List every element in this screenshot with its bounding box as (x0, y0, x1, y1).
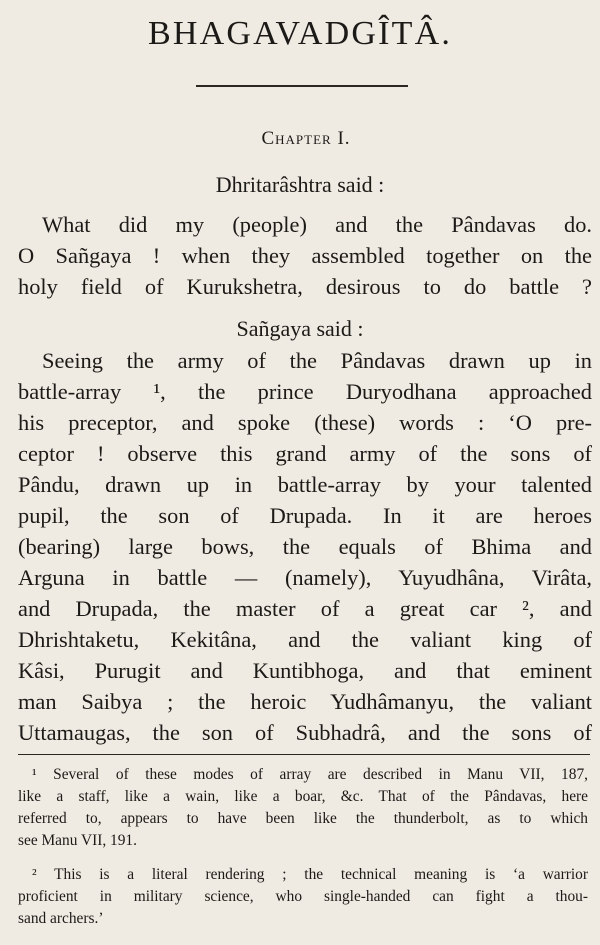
text-line: holy field of Kurukshetra, desirous to do battle ? (18, 274, 592, 299)
speaker-heading-dhritarashtra: Dhritarâshtra said : (215, 172, 385, 197)
text-line: his preceptor, and spoke (these) words : ‘O pre- (18, 410, 592, 435)
footnote-line: sand archers.’ (18, 910, 104, 927)
text-line: O Sañgaya ! when they assembled together on the (18, 243, 592, 268)
text-line: Seeing the army of the Pândavas drawn up in (42, 348, 592, 373)
footnote-line: see Manu VII, 191. (18, 832, 137, 849)
chapter-heading: Chapter I. (261, 128, 351, 149)
text-line: pupil, the son of Drupada. In it are heroes (18, 503, 592, 528)
text-line: (bearing) large bows, the equals of Bhima and (18, 534, 592, 559)
footnote-line: ² This is a literal rendering ; the technical meaning is ‘a warrior (32, 866, 588, 883)
footnote-line: like a staff, like a wain, like a boar, &c. That of the Pândavas, here (18, 788, 588, 805)
speaker-heading-sangaya: Sañgaya said : (236, 316, 364, 341)
footnote-divider (18, 754, 590, 755)
page-title: BHAGAVADGÎTÂ. (147, 15, 453, 52)
text-line: Pându, drawn up in battle-array by your talented (18, 472, 592, 497)
text-line: Uttamaugas, the son of Subhadrâ, and the sons of (18, 720, 592, 745)
text-line: and Drupada, the master of a great car ², and (18, 596, 592, 621)
footnote-line: ¹ Several of these modes of array are described in Manu VII, 187, (32, 766, 588, 783)
text-line: Arguna in battle — (namely), Yuyudhâna, Virâta, (18, 565, 592, 590)
footnote-line: referred to, appears to have been like the thunderbolt, as to which (18, 810, 588, 827)
text-line: man Saibya ; the heroic Yudhâmanyu, the valiant (18, 689, 592, 714)
footnote-line: proficient in military science, who single-handed can fight a thou- (18, 888, 588, 905)
text-line: battle-array ¹, the prince Duryodhana approached (18, 379, 592, 404)
text-line: What did my (people) and the Pândavas do. (42, 212, 592, 237)
text-line: Dhrishtaketu, Kekitâna, and the valiant king of (18, 627, 592, 652)
title-divider (196, 85, 408, 87)
text-line: Kâsi, Purugit and Kuntibhoga, and that eminent (18, 658, 592, 683)
text-line: ceptor ! observe this grand army of the sons of (18, 441, 592, 466)
